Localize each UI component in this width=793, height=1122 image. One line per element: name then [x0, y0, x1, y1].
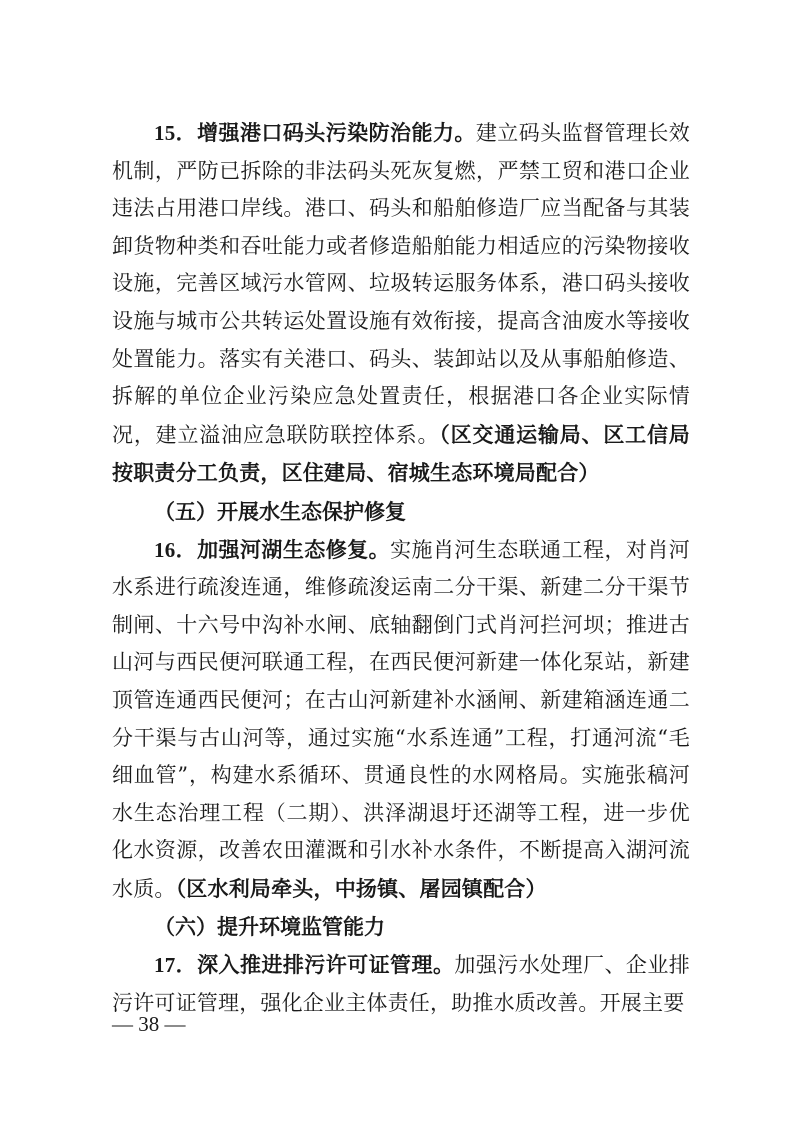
- item-lead: 深入推进排污许可证管理。: [197, 952, 455, 978]
- paragraph-item-15: [112, 114, 690, 493]
- page-number: — 38 —: [112, 1012, 186, 1036]
- section-heading-6: （六）提升环境监管能力: [154, 914, 385, 940]
- item-body: 建立码头监督管理长效机制，严防已拆除的非法码头死灰复燃，严禁工贸和港口企业违法占用港口岸线。港口、码头和船舶修造厂应当配备与其装卸货物种类和吞吐能力或者修造船舶能力相适应的污染物接收设施，完善区域污水管网、垃圾转运服务体系，港口码头接收设施与城市公共转运处置设施有效衔接，提高含油废水等接收处置能力。落实有关港口、码头、装卸站以及从事船舶修造、拆解的单位企业污染应急处置责任，根据港口各企业实际情况，建立溢油应急联防联控体系。: [112, 121, 690, 447]
- item-number: 17．: [154, 953, 198, 978]
- responsible-units: （区水利局牵头，中扬镇、屠园镇配合）: [175, 875, 547, 901]
- section-heading-5: （五）开展水生态保护修复: [154, 498, 406, 524]
- page-content: [112, 114, 690, 1022]
- item-lead: 增强港口码头污染防治能力。: [197, 120, 476, 145]
- item-body: 实施肖河生态联通工程，对肖河水系进行疏浚连通，维修疏浚运南二分干渠、新建二分干渠节制闸、十六号中沟补水闸、底轴翻倒门式肖河拦河坝；推进古山河与西民便河联通工程，在西民便河新建一体化泵站，新建顶管连通西民便河；在古山河新建补水涵闸、新建箱涵连通二分干渠与古山河等，通过实施“水系连通”工程，打通河流“毛细血管”，构建水系循环、贯通良性的水网格局。实施张稿河水生态治理工程（二期）、洪泽湖退圩还湖等工程，进一步优化水资源，改善农田灌溉和引水补水条件，不断提高入湖河流水质。: [112, 537, 690, 901]
- item-number: 16．: [154, 537, 198, 562]
- responsible-units: （区交通运输局、区工信局按职责分工负责，区住建局、宿城生态环境局配合）: [112, 421, 691, 486]
- item-body: 加强污水处理厂、企业排污许可证管理，强化企业主体责任，助推水质改善。开展主要: [112, 953, 690, 1015]
- item-number: 15．: [154, 121, 198, 145]
- paragraph-item-17: [112, 946, 690, 1022]
- item-lead: 加强河湖生态修复。: [197, 536, 391, 562]
- paragraph-item-16: [112, 531, 690, 909]
